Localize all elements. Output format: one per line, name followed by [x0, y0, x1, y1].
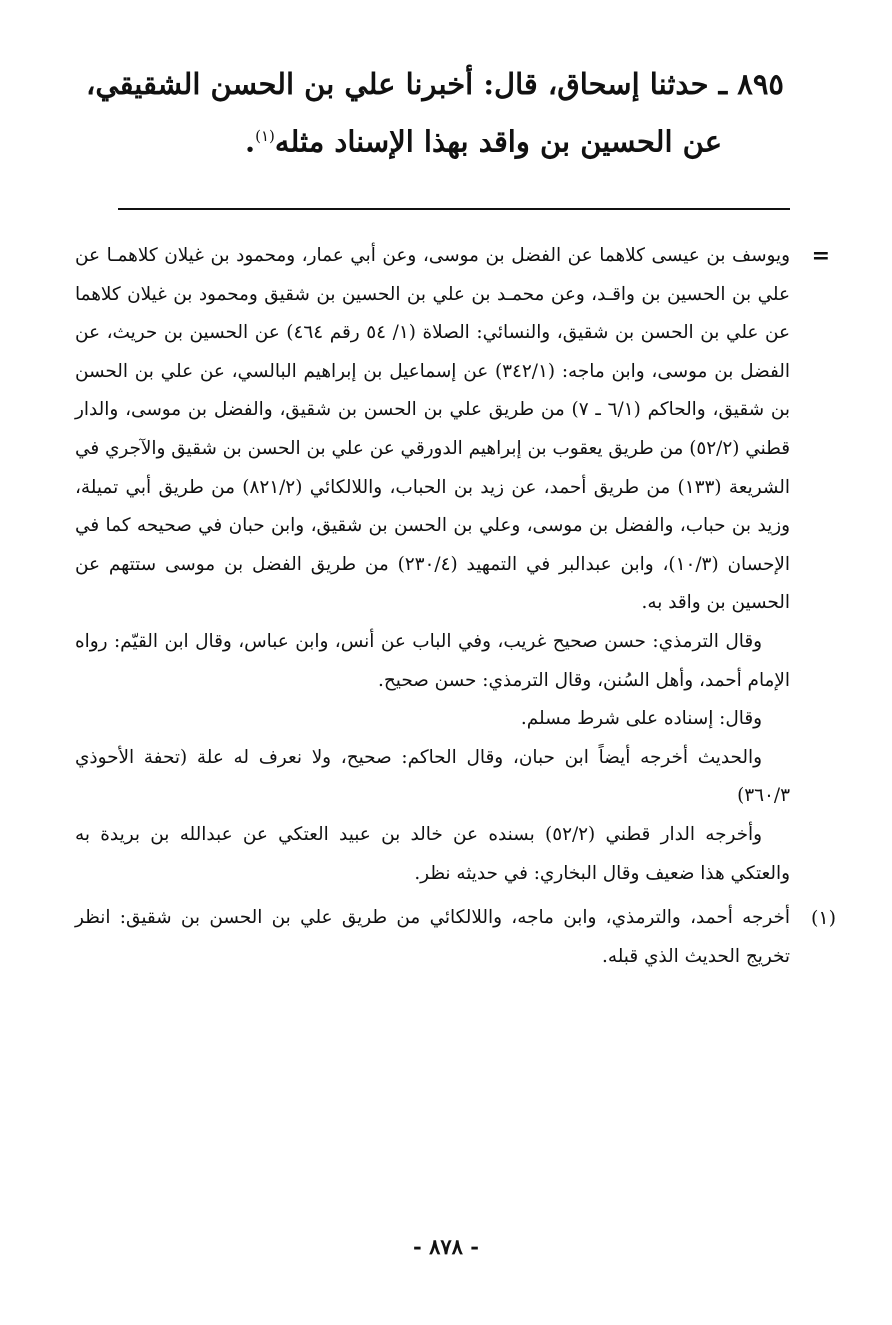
hadith-line-2: [64, 110, 784, 168]
footnote-continued-text: ويوسف بن عيسى كلاهما عن الفضل بن موسى، وعن أبي عمار، ومحمود بن غيلان كلاهمـا عن علي بن الحسين بن واقـد، وعن محمـد بن علي بن الحسين بن شقيق ومحمود بن غيلان كلاهما عن علي بن الحسن بن شقيق، والنسائي: الصلاة (١/ ٥٤ رقم ٤٦٤) عن الحسين بن حريث، عن الفضل بن موسى، وابن ماجه: (٣٤٢/١) عن إسماعيل بن إبراهيم البالسي، عن علي بن الحسن بن شقيق، والحاكم (٦/١ ـ ٧) من طريق علي بن الحسن بن شقيق، والفضل بن موسى، والدار قطني (٥٢/٢) من طريق يعقوب بن إبراهيم الدورقي عن علي بن الحسن بن شقيق والآجري في الشريعة (١٣٣) من طريق أحمد، عن زيد بن الحباب، واللالكائي (٨٢١/٢) من طريق أبي تميلة، وزيد بن حباب، والفضل بن موسى، وعلي بن الحسن بن شقيق، وابن حبان في صحيحه كما في الإحسان (١٠/٣)، وابن عبدالبر في التمهيد (٢٣٠/٤) من طريق الفضل بن موسى ستتهم عن الحسين بن واقد به.: [75, 245, 791, 614]
footnote-continuation: [75, 237, 830, 623]
hadith-line-2-text: عن الحسين بن واقد بهذا الإسناد مثله: [274, 124, 722, 159]
footnote-paragraph: وقال: إسناده على شرط مسلم.: [520, 708, 762, 730]
page-number: - ٨٧٨ -: [413, 1234, 479, 1259]
hadith-text: [64, 58, 784, 168]
footnote-1: [75, 899, 836, 976]
footnote-number: (١): [810, 907, 836, 930]
footnote-paragraph: والحديث أخرجه أيضاً ابن حبان، وقال الحاكم: صحيح، ولا نعرف له علة (تحفة الأحوذي ٣٦٠/٣): [75, 746, 790, 807]
hadith-line-1: ٨٩٥ ـ حدثنا إسحاق، قال: أخبرنا علي بن الحسن الشقيقي،: [86, 67, 784, 101]
footnote-1-text: أخرجه أحمد، والترمذي، وابن ماجه، واللالكائي من طريق علي بن الحسن بن شقيق: انظر تخريج الحديث الذي قبله.: [75, 907, 790, 967]
continuation-mark: =: [811, 243, 830, 269]
footnote-reference[interactable]: (١): [255, 127, 275, 145]
footnote-separator: [118, 208, 790, 210]
footnotes-section: [75, 237, 836, 976]
footnote-paragraph: وقال الترمذي: حسن صحيح غريب، وفي الباب عن أنس، وابن عباس، وقال ابن القيّم: رواه الإمام أحمد، وأهل السُنن، وقال الترمذي: حسن صحيح.: [75, 630, 790, 691]
hadith-end-mark: .: [245, 124, 256, 159]
footnote-paragraph: وأخرجه الدار قطني (٥٢/٢) بسنده عن خالد بن عبيد العتكي عن عبدالله بن بريدة به والعتكي هذا ضعيف وقال البخاري: في حديثه نظر.: [75, 823, 790, 884]
